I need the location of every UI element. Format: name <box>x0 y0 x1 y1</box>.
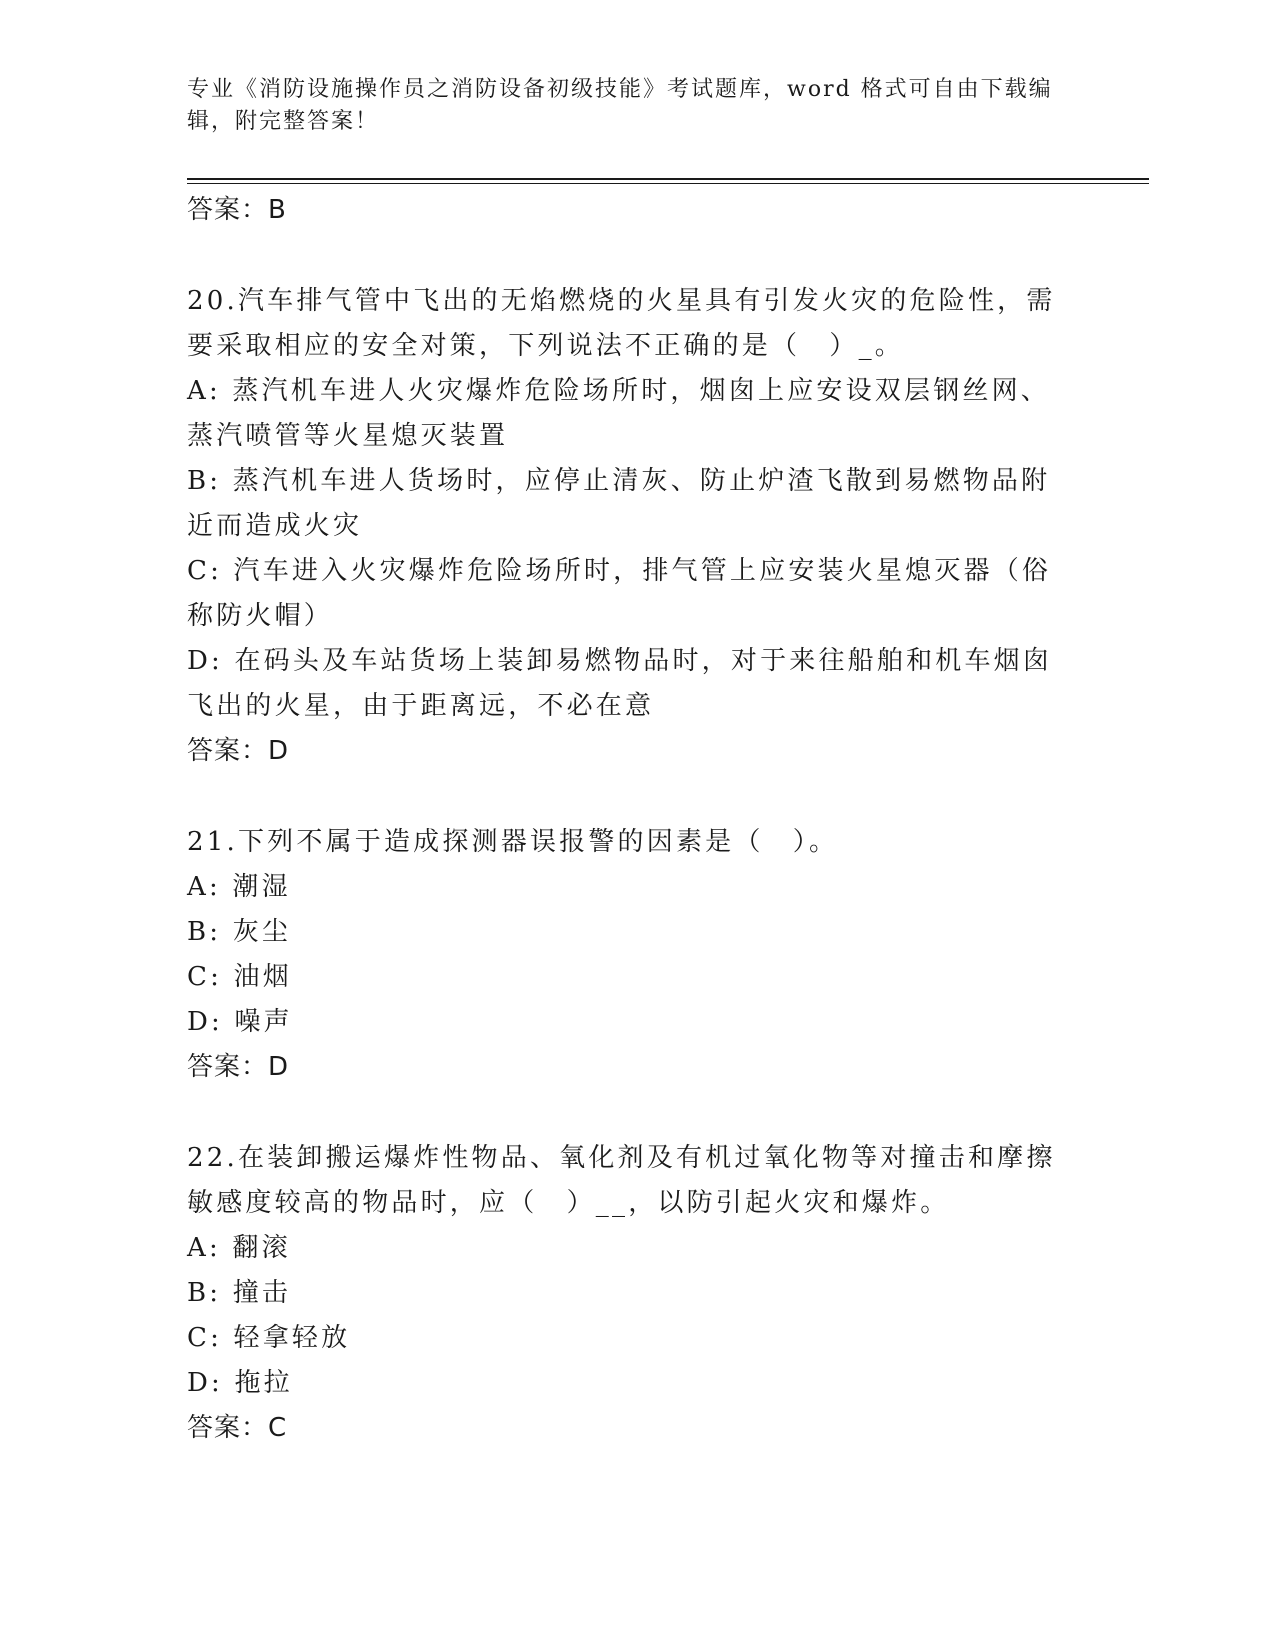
header-divider-thin <box>187 183 1149 184</box>
question-stem: 20.汽车排气管中飞出的无焰燃烧的火星具有引发火灾的危险性，需要采取相应的安全对策，下列说法不正确的是（ ）_。 <box>187 286 1056 361</box>
spacer <box>187 774 1077 820</box>
answer-label: 答案：D <box>187 1052 290 1082</box>
option-d: D: 拖拉 <box>187 1368 293 1398</box>
option-a: A: 蒸汽机车进人火灾爆炸危险场所时，烟囱上应安设双层钢丝网、蒸汽喷管等火星熄灭装置 <box>187 376 1051 451</box>
option-c: C: 轻拿轻放 <box>187 1323 351 1353</box>
answer-label: 答案：B <box>187 195 287 225</box>
option-c: C: 油烟 <box>187 962 292 992</box>
question-block <box>187 820 1077 1090</box>
option-d: D: 在码头及车站货场上装卸易燃物品时，对于来往船舶和机车烟囱飞出的火星，由于距离远，不必在意 <box>187 646 1053 721</box>
option-a: A: 翻滚 <box>187 1233 291 1263</box>
question-stem: 21.下列不属于造成探测器误报警的因素是（ ）。 <box>187 827 839 857</box>
option-c: C: 汽车进入火灾爆炸危险场所时，排气管上应安装火星熄灭器（俗称防火帽） <box>187 556 1052 631</box>
answer-label: 答案：D <box>187 736 290 766</box>
spacer <box>187 1090 1077 1136</box>
option-a: A: 潮湿 <box>187 872 291 902</box>
option-b: B: 撞击 <box>187 1278 292 1308</box>
option-d: D: 噪声 <box>187 1007 293 1037</box>
spacer <box>187 233 1077 279</box>
question-stem: 22.在装卸搬运爆炸性物品、氧化剂及有机过氧化物等对撞击和摩擦敏感度较高的物品时，应（ ）__，以防引起火灾和爆炸。 <box>187 1143 1056 1218</box>
header-divider-thick <box>187 178 1149 180</box>
option-b: B: 蒸汽机车进人货场时，应停止清灰、防止炉渣飞散到易燃物品附近而造成火灾 <box>187 466 1051 541</box>
answer-label: 答案：C <box>187 1413 288 1443</box>
question-content <box>187 188 1077 1451</box>
document-header: 专业《消防设施操作员之消防设备初级技能》考试题库，word 格式可自由下载编辑，附完整答案！ <box>187 77 1053 134</box>
option-b: B: 灰尘 <box>187 917 292 947</box>
question-block <box>187 1136 1077 1451</box>
question-block <box>187 279 1077 774</box>
